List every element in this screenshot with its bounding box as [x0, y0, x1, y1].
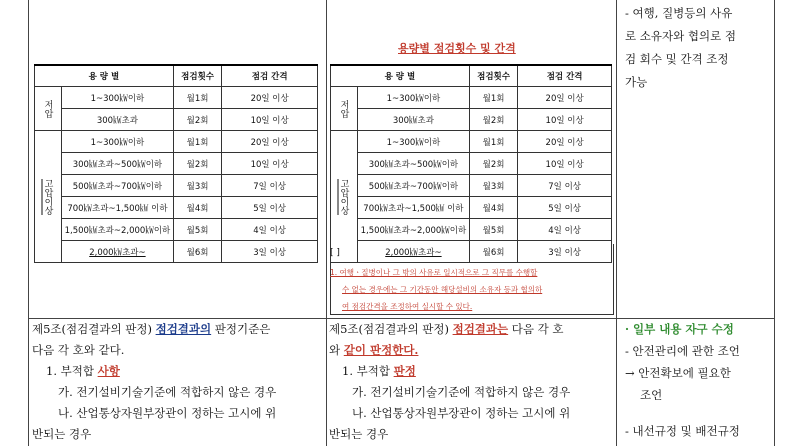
capacity-cell: 300㎾초과~500㎾이하: [358, 153, 470, 175]
article-left-line-5: 나. 산업통상자원부장관이 정하는 고시에 위: [58, 406, 277, 420]
article-left-line-6: 반되는 경우: [32, 427, 92, 441]
header-count: 점검횟수: [469, 65, 517, 87]
count-cell: 월2회: [173, 153, 221, 175]
right-table-title: 용량별 점검횟수 및 간격: [398, 42, 516, 55]
header-capacity: 용 량 별: [331, 65, 470, 87]
highlight-text: 점검결과의: [155, 322, 212, 336]
article-right-line-2: 와 같이 판정한다.: [329, 343, 419, 357]
remark-line: 가능: [625, 75, 648, 89]
remark-revision: · 일부 내용 자구 수정: [625, 322, 734, 336]
capacity-cell: 300㎾초과~500㎾이하: [62, 153, 174, 175]
article-left-line-4: 가. 전기설비기술기준에 적합하지 않은 경우: [58, 385, 277, 399]
interval-cell: 10일 이상: [222, 153, 318, 175]
interval-cell: 4일 이상: [518, 219, 612, 241]
capacity-cell: 2,000㎾초과~: [62, 241, 174, 263]
right-inspection-table: [330, 64, 612, 263]
interval-cell: 20일 이상: [518, 87, 612, 109]
highlight-text: 점검결과는: [452, 322, 509, 336]
highlight-text: 사항: [97, 364, 120, 378]
header-interval: 점검 간격: [518, 65, 612, 87]
note-line: 1. 여행ㆍ질병이나 그 밖의 사유로 일시적으로 그 직무를 수행할: [330, 268, 538, 277]
interval-cell: 7일 이상: [222, 175, 318, 197]
count-cell: 월6회: [469, 241, 517, 263]
capacity-cell: 2,000㎾초과~: [358, 241, 470, 263]
capacity-cell: 1~300㎾이하: [62, 131, 174, 153]
interval-cell: 5일 이상: [518, 197, 612, 219]
count-cell: 월1회: [469, 87, 517, 109]
count-cell: 월2회: [469, 109, 517, 131]
interval-cell: 20일 이상: [222, 131, 318, 153]
count-cell: 월2회: [173, 109, 221, 131]
column-divider: [326, 0, 327, 446]
count-cell: 월4회: [173, 197, 221, 219]
capacity-cell: 1,500㎾초과~2,000㎾이하: [358, 219, 470, 241]
article-right-line-4: 가. 전기설비기술기준에 적합하지 않은 경우: [352, 385, 571, 399]
highlight-text: 판정: [393, 364, 416, 378]
article-right-line-6: 반되는 경우: [329, 427, 389, 441]
group-low-voltage: 저압: [35, 87, 62, 131]
remark-line: 조언: [640, 388, 663, 402]
capacity-cell: 1~300㎾이하: [62, 87, 174, 109]
count-cell: 월1회: [173, 131, 221, 153]
capacity-cell: 300㎾초과: [62, 109, 174, 131]
column-divider: [616, 0, 617, 446]
article-right-line-3: 1. 부적합 판정: [342, 364, 416, 378]
capacity-cell: 1~300㎾이하: [358, 131, 470, 153]
count-cell: 월1회: [173, 87, 221, 109]
group-high-voltage: 고압이상: [331, 131, 358, 263]
interval-cell: 7일 이상: [518, 175, 612, 197]
count-cell: 월3회: [173, 175, 221, 197]
header-capacity: 용 량 별: [35, 65, 174, 87]
header-count: 점검횟수: [173, 65, 221, 87]
capacity-cell: 700㎾초과~1,500㎾ 이하: [358, 197, 470, 219]
interval-cell: 10일 이상: [518, 109, 612, 131]
interval-cell: 10일 이상: [222, 109, 318, 131]
count-cell: 월5회: [173, 219, 221, 241]
interval-cell: 20일 이상: [518, 131, 612, 153]
header-interval: 점검 간격: [222, 65, 318, 87]
capacity-cell: 500㎾초과~700㎾이하: [358, 175, 470, 197]
article-left-line-3: 1. 부적합 사항: [46, 364, 120, 378]
capacity-cell: 1~300㎾이하: [358, 87, 470, 109]
remark-line: 로 소유자와 협의로 점: [625, 29, 736, 43]
column-divider: [774, 0, 775, 446]
interval-cell: 10일 이상: [518, 153, 612, 175]
count-cell: 월6회: [173, 241, 221, 263]
article-right-line-5: 나. 산업통상자원부장관이 정하는 고시에 위: [352, 406, 571, 420]
interval-cell: 5일 이상: [222, 197, 318, 219]
capacity-cell: 300㎾초과: [358, 109, 470, 131]
interval-cell: 20일 이상: [222, 87, 318, 109]
interval-cell: 3일 이상: [518, 241, 612, 263]
count-cell: 월5회: [469, 219, 517, 241]
remark-line: - 안전관리에 관한 조언: [625, 344, 740, 358]
note-line: 여 점검간격을 조정하여 실시할 수 있다.: [342, 302, 473, 311]
highlight-text: 같이 판정한다.: [343, 343, 419, 357]
note-bracket: [ ]: [330, 248, 340, 258]
article-left-line-2: 다음 각 호와 같다.: [32, 343, 125, 357]
count-cell: 월4회: [469, 197, 517, 219]
count-cell: 월2회: [469, 153, 517, 175]
interval-cell: 3일 이상: [222, 241, 318, 263]
group-high-voltage: 고압이상: [35, 131, 62, 263]
group-low-voltage: 저압: [331, 87, 358, 131]
remark-line: → 안전확보에 필요한: [625, 366, 731, 380]
article-left-line-1: 제5조(점검결과의 판정) 점검결과의 판정기준은: [32, 322, 271, 336]
remark-line: - 여행, 질병등의 사유: [625, 6, 733, 20]
count-cell: 월1회: [469, 131, 517, 153]
capacity-cell: 1,500㎾초과~2,000㎾이하: [62, 219, 174, 241]
capacity-cell: 700㎾초과~1,500㎾ 이하: [62, 197, 174, 219]
left-inspection-table: [34, 64, 318, 263]
interval-cell: 4일 이상: [222, 219, 318, 241]
count-cell: 월3회: [469, 175, 517, 197]
column-divider: [28, 0, 29, 446]
remark-line: 검 회수 및 간격 조정: [625, 52, 729, 66]
capacity-cell: 500㎾초과~700㎾이하: [62, 175, 174, 197]
article-right-line-1: 제5조(점검결과의 판정) 점검결과는 다음 각 호: [329, 322, 564, 336]
note-line: 수 없는 경우에는 그 기간동안 해당설비의 소유자 등과 협의하: [342, 285, 543, 294]
remark-line: - 내선규정 및 배전규정: [625, 424, 740, 438]
